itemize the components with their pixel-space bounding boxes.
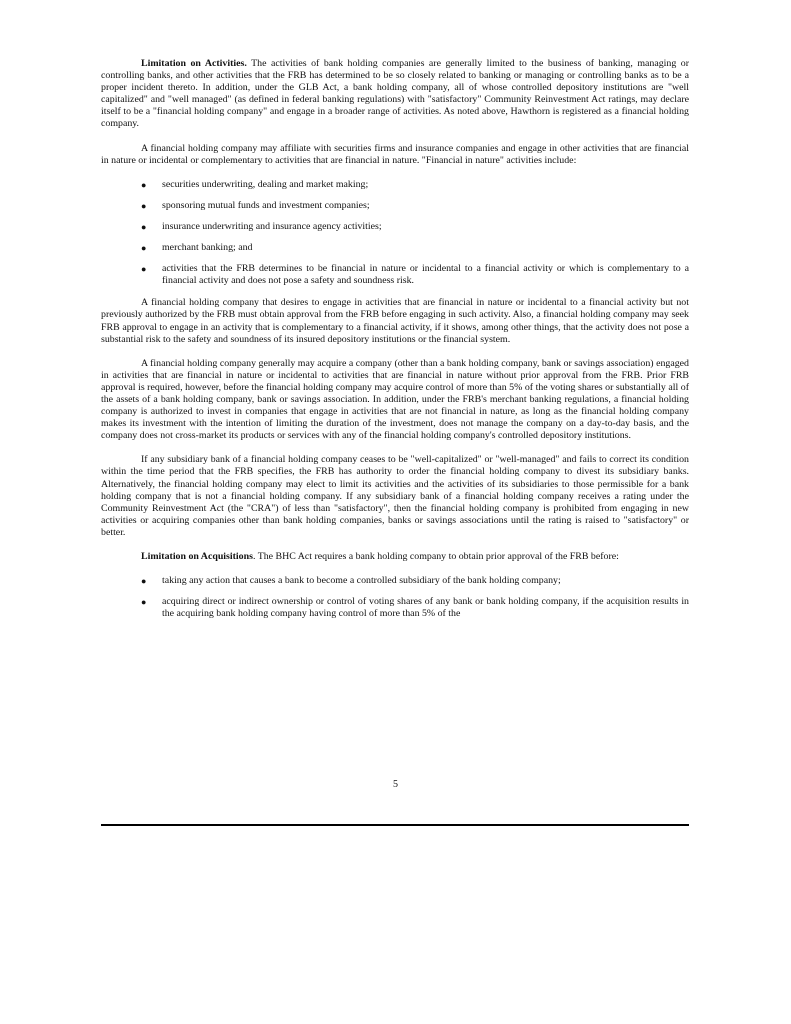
paragraph-acquire-company: A financial holding company generally may acquire a company (other than a bank holding company, bank or savings association) engaged in activities that are financial in nature or incidental to activities that are financial in nature without prior approval from the FRB. Prior FRB approval is required, however, before the financial holding company may acquire control of more than 5% of the voting shares or substantially all of the assets of a bank holding company, bank or savings association. In addition, under the FRB's merchant banking regulations, a financial holding company is authorized to invest in companies that engage in activities that are not financial in nature, as long as the financial holding company makes its investment with the intention of limiting the duration of the investment, does not manage the company on a day-to-day basis, and the company does not cross-market its products or services with any of the financial holding company's controlled depository institutions. <box>101 357 689 442</box>
list-item-text: activities that the FRB determines to be financial in nature or incidental to a financial activity or which is complementary to a financial activity and does not pose a safety and soundness risk. <box>162 263 689 287</box>
list-item-text: insurance underwriting and insurance agency activities; <box>162 220 382 232</box>
list-item <box>101 263 689 287</box>
bullet-icon: ● <box>141 179 147 190</box>
bullet-icon: ● <box>141 264 147 275</box>
list-item-text: sponsoring mutual funds and investment companies; <box>162 199 370 211</box>
paragraph-financial-holding-company: A financial holding company may affiliate with securities firms and insurance companies and engage in other activities that are financial in nature or incidental or complementary to activities that are financial in nature. "Financial in nature" activities include: <box>101 142 689 166</box>
page-body <box>101 58 689 630</box>
paragraph-limitation-on-acquisitions <box>101 551 689 563</box>
bullet-icon: ● <box>141 597 147 608</box>
list-item <box>101 200 689 212</box>
page-number: 5 <box>393 779 398 790</box>
section-heading-acquisitions: Limitation on Acquisitions <box>141 551 253 562</box>
acquisition-actions-list <box>101 575 689 620</box>
bullet-icon: ● <box>141 200 147 211</box>
bullet-icon: ● <box>141 576 147 587</box>
bullet-icon: ● <box>141 221 147 232</box>
paragraph-subsidiary-bank: If any subsidiary bank of a financial holding company ceases to be "well-capitalized" or "well-managed" and fails to correct its condition within the time period that the FRB specifies, the FRB has authority to order the financial holding company to divest its subsidiary banks. Alternatively, the financial holding company may elect to limit its activities and the activities of its subsidiaries to those permissible for a bank holding company that is not a financial holding company. If any subsidiary bank of a financial holding company receives a rating under the Community Reinvestment Act (the "CRA") of less than "satisfactory", then the financial holding company is prohibited from engaging in new activities or acquiring companies other than bank holding companies, banks or savings associations until the rating is raised to "satisfactory" or better. <box>101 454 689 538</box>
section-heading-activities: Limitation on Activities. <box>141 58 247 69</box>
list-item <box>101 596 689 620</box>
list-item-text: merchant banking; and <box>162 242 253 254</box>
paragraph-text: . The BHC Act requires a bank holding company to obtain prior approval of the FRB before: <box>252 551 619 562</box>
list-item <box>101 221 689 233</box>
list-item-text: taking any action that causes a bank to become a controlled subsidiary of the bank holding company; <box>162 575 561 587</box>
list-item <box>101 242 689 254</box>
paragraph-frb-approval: A financial holding company that desires to engage in activities that are financial in nature or incidental to a financial activity but not previously authorized by the FRB must obtain approval from the FRB before engaging in such activity. Also, a financial holding company may seek FRB approval to engage in an activity that is complementary to a financial activity, if it shows, among other things, that the activity does not pose a substantial risk to the safety and soundness of its insured depository institutions or the financial system. <box>101 297 689 345</box>
list-item <box>101 179 689 191</box>
list-item-text: securities underwriting, dealing and market making; <box>162 178 369 190</box>
list-item-text: acquiring direct or indirect ownership or control of voting shares of any bank or bank holding company, if the acquisition results in the acquiring bank holding company having control of more than 5% of the <box>162 596 689 620</box>
paragraph-text: The activities of bank holding companies are generally limited to the business of banking, managing or controlling banks, and other activities that the FRB has determined to be so closely related to banking or managing or controlling banks as to be a proper incident thereto. In addition, under the GLB Act, a bank holding company, all of whose controlled depository institutions are "well capitalized" and "well managed" (as defined in federal banking regulations) with "satisfactory" Community Reinvestment Act ratings, may declare itself to be a "financial holding company" and engage in a broader range of activities. As noted above, Hawthorn is registered as a financial holding company. <box>101 58 689 130</box>
paragraph-limitation-on-activities <box>101 58 689 131</box>
financial-activities-list <box>101 179 689 288</box>
bullet-icon: ● <box>141 243 147 254</box>
page-divider <box>101 824 689 826</box>
list-item <box>101 575 689 587</box>
